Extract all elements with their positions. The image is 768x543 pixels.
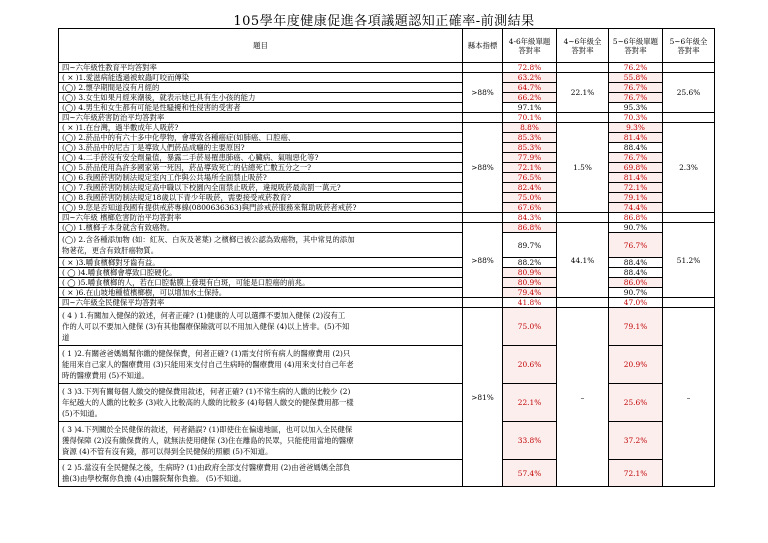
question-cell bbox=[59, 233, 463, 258]
target-value: >88% bbox=[463, 73, 503, 113]
table-row bbox=[59, 384, 715, 422]
rate-g46: 80.9% bbox=[503, 278, 557, 288]
all-correct-g46: – bbox=[557, 308, 609, 487]
header-target: 縣本指標 bbox=[463, 29, 503, 63]
question-line: ( 3 )3.下列有關每個人繳交的健保費用敘述，何者正確? (1)不常生病的人繳的比較少 (2) bbox=[62, 387, 351, 396]
question-cell bbox=[59, 384, 463, 422]
rate-g46: 75.0% bbox=[503, 308, 557, 346]
section-target-blank bbox=[463, 213, 503, 223]
question-cell: (◯) 2.菸品中的有六十多中化學物，會導致各種癌症(如肺癌、口腔癌、 bbox=[59, 133, 463, 143]
rate-g46: 79.4% bbox=[503, 288, 557, 298]
rate-g56: 79.1% bbox=[609, 193, 663, 203]
header-g46-rate: 4-6年級單題答對率 bbox=[503, 29, 557, 63]
table-row bbox=[59, 83, 715, 93]
question-line: 獲得保障 (2)沒有繳保費的人，就無法使用健保 (3)住在離島的民眾，只能使用當地的醫療 bbox=[62, 436, 354, 445]
section-header-row bbox=[59, 298, 715, 308]
rate-g46: 77.9% bbox=[503, 153, 557, 163]
target-value: >88% bbox=[463, 223, 503, 298]
page-title: 105學年度健康促進各項議題認知正確率-前測結果 bbox=[233, 14, 535, 29]
section-header-row bbox=[59, 213, 715, 223]
table-row bbox=[59, 288, 715, 298]
section-all56-blank bbox=[663, 63, 715, 73]
section-avg-g46: 41.8% bbox=[503, 298, 557, 308]
all-correct-g46: 1.5% bbox=[557, 123, 609, 213]
table-row bbox=[59, 143, 715, 153]
section-title: 四~六年級 檳榔危害防治平均答對率 bbox=[59, 213, 463, 223]
question-line: 年紀越大的人繳的比較多 (3)收入比較高的人繳的比較多 (4)每個人繳交的健保費用都一樣 bbox=[62, 398, 354, 407]
table-row bbox=[59, 173, 715, 183]
section-title: 四~六年級菸害防治平均答對率 bbox=[59, 113, 463, 123]
question-line: 資源 (4)不管有沒有錢，都可以得到全民健保的照顧 (5)不知道。 bbox=[62, 447, 273, 456]
rate-g56: 76.7% bbox=[609, 233, 663, 258]
header-g56-all: 5~6年級全答對率 bbox=[663, 29, 715, 63]
rate-g46: 86.8% bbox=[503, 223, 557, 233]
table-row bbox=[59, 203, 715, 213]
section-title: 四~六年級性教育平均答對率 bbox=[59, 63, 463, 73]
table-row bbox=[59, 223, 715, 233]
question-cell: ( ◯ )4.嚼食檳榔會導致口腔硬化。 bbox=[59, 268, 463, 278]
section-all56-blank bbox=[663, 213, 715, 223]
rate-g56: 95.3% bbox=[609, 103, 663, 113]
question-cell: ( ◯ )5.嚼食檳榔的人，若在口腔黏膜上發現有白斑，可能是口腔癌的前兆。 bbox=[59, 278, 463, 288]
rate-g56: 25.6% bbox=[609, 384, 663, 422]
rate-g56: 69.8% bbox=[609, 163, 663, 173]
rate-g56: 76.7% bbox=[609, 83, 663, 93]
all-correct-g56: 51.2% bbox=[663, 223, 715, 298]
table-row bbox=[59, 460, 715, 487]
table-row bbox=[59, 163, 715, 173]
question-line: (◯) 2.含各種添加物 (如：紅灰、白灰及荖葉) 之檳榔已被公認為致癌物，其中常見的添加 bbox=[62, 235, 355, 244]
rate-g56: 72.1% bbox=[609, 460, 663, 487]
rate-g56: 74.4% bbox=[609, 203, 663, 213]
table-row bbox=[59, 233, 715, 258]
rate-g56: 81.4% bbox=[609, 133, 663, 143]
header-topic: 題目 bbox=[59, 29, 463, 63]
section-all46-blank bbox=[557, 63, 609, 73]
all-correct-g46: 22.1% bbox=[557, 73, 609, 113]
question-line: ( 1 )2.有關爸爸媽媽幫你繳的健保保費，何者正確? (1)需支付所有病人的醫療費用 (2)只 bbox=[62, 349, 351, 358]
rate-g56: 88.4% bbox=[609, 268, 663, 278]
section-avg-g56: 76.2% bbox=[609, 63, 663, 73]
target-value: >88% bbox=[463, 123, 503, 213]
section-target-blank bbox=[463, 63, 503, 73]
question-cell bbox=[59, 346, 463, 384]
rate-g46: 57.4% bbox=[503, 460, 557, 487]
rate-g46: 82.4% bbox=[503, 183, 557, 193]
question-cell: ( × )1.在台灣，過半數成年人吸菸? bbox=[59, 123, 463, 133]
question-line: ( 2 )5.當沒有全民健保之後，生病時? (1)由政府全部支付醫療費用 (2)由爸爸媽媽全部負 bbox=[62, 463, 351, 472]
section-avg-g46: 70.1% bbox=[503, 113, 557, 123]
table-row bbox=[59, 278, 715, 288]
section-all56-blank bbox=[663, 298, 715, 308]
section-header-row bbox=[59, 113, 715, 123]
rate-g46: 85.3% bbox=[503, 143, 557, 153]
rate-g56: 86.0% bbox=[609, 278, 663, 288]
rate-g46: 88.2% bbox=[503, 258, 557, 268]
rate-g46: 80.9% bbox=[503, 268, 557, 278]
table-row bbox=[59, 73, 715, 83]
question-cell bbox=[59, 422, 463, 460]
rate-g46: 72.1% bbox=[503, 163, 557, 173]
section-avg-g46: 72.8% bbox=[503, 63, 557, 73]
rate-g56: 55.8% bbox=[609, 73, 663, 83]
question-cell: (◯) 3.女生如果月經來潮後，就表示她已具有生小孩的能力 bbox=[59, 93, 463, 103]
question-cell: (◯) 7.我國菸害防制法規定高中職以下校園內全面禁止吸菸，違規吸菸最高罰一萬元? bbox=[59, 183, 463, 193]
rate-g56: 79.1% bbox=[609, 308, 663, 346]
table-row bbox=[59, 193, 715, 203]
rate-g56: 81.4% bbox=[609, 173, 663, 183]
question-cell bbox=[59, 308, 463, 346]
all-correct-g56: 2.3% bbox=[663, 123, 715, 213]
rate-g56: 76.7% bbox=[609, 153, 663, 163]
rate-g46: 64.7% bbox=[503, 83, 557, 93]
section-avg-g56: 47.0% bbox=[609, 298, 663, 308]
rate-g46: 67.6% bbox=[503, 203, 557, 213]
table-row bbox=[59, 268, 715, 278]
rate-g46: 89.7% bbox=[503, 233, 557, 258]
question-line: 時的醫療費用 (5)不知道。 bbox=[62, 371, 149, 380]
rate-g56: 90.7% bbox=[609, 288, 663, 298]
question-cell: (◯) 4.男生和女生都有可能是性騷擾和性侵害的受害者 bbox=[59, 103, 463, 113]
question-line: 作的人可以不要加入健保 (3)有其他醫療保險就可以不用加入健保 (4)以上皆非。(5)不知 bbox=[62, 322, 350, 331]
rate-g46: 63.2% bbox=[503, 73, 557, 83]
rate-g56: 20.9% bbox=[609, 346, 663, 384]
rate-g56: 88.4% bbox=[609, 143, 663, 153]
question-cell: (◯) 9.您是否知道我國有提供戒菸專線(0800636363)與門診戒菸服務來幫助吸菸者戒菸? bbox=[59, 203, 463, 213]
question-line: ( 3 )4.下列關於全民健保的敘述，何者錯誤? (1)即使住在偏遠地區，也可以加入全民健保 bbox=[62, 425, 353, 434]
question-cell: (◯) 1.檳榔子本身就含有致癌物。 bbox=[59, 223, 463, 233]
all-correct-g46: 44.1% bbox=[557, 223, 609, 298]
question-cell: ( × )1.愛滋病能透過被蚊蟲叮咬而傳染 bbox=[59, 73, 463, 83]
rate-g56: 90.7% bbox=[609, 223, 663, 233]
rate-g56: 37.2% bbox=[609, 422, 663, 460]
section-avg-g56: 86.8% bbox=[609, 213, 663, 223]
table-row bbox=[59, 308, 715, 346]
rate-g56: 9.3% bbox=[609, 123, 663, 133]
table-row bbox=[59, 93, 715, 103]
question-line: 擔(3)由學校幫你負擔 (4)由醫院幫你負擔。 (5)不知道。 bbox=[62, 474, 246, 483]
section-all46-blank bbox=[557, 113, 609, 123]
question-line: 能用來自己家人的醫療費用 (3)只能用來支付自己生病時的醫療費用 (4)用來支付自己年老 bbox=[62, 360, 354, 369]
question-cell bbox=[59, 460, 463, 487]
rate-g46: 22.1% bbox=[503, 384, 557, 422]
section-title: 四~六年級全民健保平均答對率 bbox=[59, 298, 463, 308]
all-correct-g56: 25.6% bbox=[663, 73, 715, 113]
question-line: 物荖花，更含有致肝癌物質。 bbox=[62, 246, 159, 255]
section-header-row bbox=[59, 63, 715, 73]
rate-g46: 97.1% bbox=[503, 103, 557, 113]
rate-g56: 76.7% bbox=[609, 93, 663, 103]
header-g46-all: 4~6年級全答對率 bbox=[557, 29, 609, 63]
question-cell: ( × )3.嚼食檳榔對牙齒有益。 bbox=[59, 258, 463, 268]
rate-g46: 33.8% bbox=[503, 422, 557, 460]
rate-g56: 72.1% bbox=[609, 183, 663, 193]
question-cell: ( × )6.在山坡地種植檳榔樹，可以增加水土保持。 bbox=[59, 288, 463, 298]
table-row bbox=[59, 133, 715, 143]
table-row bbox=[59, 153, 715, 163]
section-all46-blank bbox=[557, 213, 609, 223]
header-g56-rate: 5~6年級單題答對率 bbox=[609, 29, 663, 63]
table-row bbox=[59, 422, 715, 460]
section-target-blank bbox=[463, 113, 503, 123]
section-all46-blank bbox=[557, 298, 609, 308]
table-row bbox=[59, 183, 715, 193]
question-line: 道 bbox=[62, 333, 70, 342]
table-row bbox=[59, 346, 715, 384]
all-correct-g56: – bbox=[663, 308, 715, 487]
table-body bbox=[59, 63, 715, 487]
rate-g46: 75.0% bbox=[503, 193, 557, 203]
question-cell: (◯) 2.懷孕期間是沒有月經的 bbox=[59, 83, 463, 93]
target-value: >81% bbox=[463, 308, 503, 487]
table-row bbox=[59, 258, 715, 268]
section-avg-g56: 70.3% bbox=[609, 113, 663, 123]
results-table bbox=[58, 28, 715, 487]
table-row bbox=[59, 123, 715, 133]
question-cell: (◯) 4.二手菸沒有安全劑量值，暴露二手菸易罹患肺癌、心臟病、氣喘惡化等? bbox=[59, 153, 463, 163]
section-all56-blank bbox=[663, 113, 715, 123]
rate-g46: 66.2% bbox=[503, 93, 557, 103]
question-cell: (◯) 5.菸品使用為許多國家第一死因，菸品導致死亡的佔總死亡數五分之一? bbox=[59, 163, 463, 173]
rate-g46: 76.5% bbox=[503, 173, 557, 183]
rate-g46: 8.8% bbox=[503, 123, 557, 133]
question-cell: (◯) 3.菸品中的尼古丁是導致人們菸品成癮的主要原因? bbox=[59, 143, 463, 153]
question-line: ( 4 ) 1.有關加入健保的敘述，何者正確? (1)健康的人可以選擇不要加入健保 (2)沒有工 bbox=[62, 311, 346, 320]
question-line: (5)不知道。 bbox=[62, 409, 103, 418]
table-row bbox=[59, 103, 715, 113]
rate-g46: 20.6% bbox=[503, 346, 557, 384]
question-cell: (◯) 8.我國菸害防制法規定18歲以下青少年吸菸，需要接受戒菸教育? bbox=[59, 193, 463, 203]
section-avg-g46: 84.3% bbox=[503, 213, 557, 223]
section-target-blank bbox=[463, 298, 503, 308]
rate-g56: 88.4% bbox=[609, 258, 663, 268]
question-cell: (◯) 6.我國菸害防制法規定室內工作與公共場所全面禁止吸菸? bbox=[59, 173, 463, 183]
rate-g46: 85.3% bbox=[503, 133, 557, 143]
